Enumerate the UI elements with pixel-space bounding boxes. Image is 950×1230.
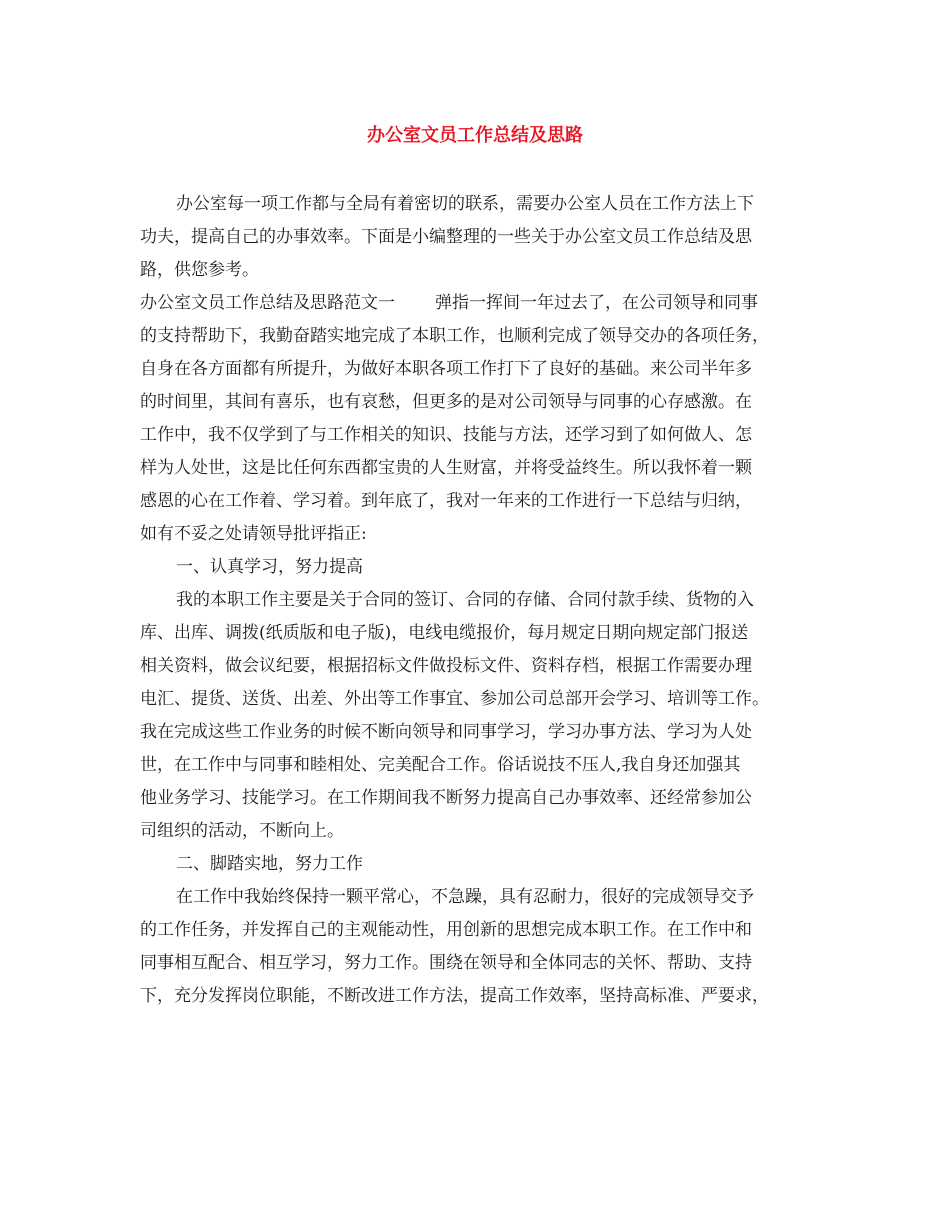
paragraph-line: 办公室每一项工作都与全局有着密切的联系，需要办公室人员在工作方法上下 — [176, 194, 754, 214]
paragraph-line: 感恩的心在工作着、学习着。到年底了，我对一年来的工作进行一下总结与归纳， — [140, 491, 752, 511]
paragraph-line: 路，供您参考。 — [140, 260, 259, 280]
paragraph-line: 相关资料，做会议纪要，根据招标文件做投标文件、资料存档，根据工作需要办理 — [140, 656, 752, 676]
paragraph-line: 的时间里，其间有喜乐，也有哀愁，但更多的是对公司领导与同事的心存感激。在 — [140, 392, 752, 412]
paragraph-line: 我的本职工作主要是关于合同的签订、合同的存储、合同付款手续、货物的入 — [176, 590, 754, 610]
paragraph-line: 库、出库、调拨(纸质版和电子版)，电线电缆报价，每月规定日期向规定部门报送 — [140, 623, 749, 643]
paragraph-text: 弹指一挥间一年过去了，在公司领导和同事 — [435, 293, 758, 313]
section-heading-sample-one: 办公室文员工作总结及思路范文一 — [140, 293, 395, 313]
paragraph-line: 的支持帮助下，我勤奋踏实地完成了本职工作，也顺利完成了领导交办的各项任务， — [140, 326, 769, 346]
paragraph-line: 同事相互配合、相互学习，努力工作。围绕在领导和全体同志的关怀、帮助、支持 — [140, 953, 752, 973]
paragraph-line: 他业务学习、技能学习。在工作期间我不断努力提高自己办事效率、还经常参加公 — [140, 788, 752, 808]
paragraph-line: 功夫，提高自己的办事效率。下面是小编整理的一些关于办公室文员工作总结及思 — [140, 227, 752, 247]
paragraph-line: 样为人处世，这是比任何东西都宝贵的人生财富，并将受益终生。所以我怀着一颗 — [140, 458, 752, 478]
paragraph-line: 的工作任务，并发挥自己的主观能动性，用创新的思想完成本职工作。在工作中和 — [140, 920, 752, 940]
paragraph-line: 电汇、提货、送货、出差、外出等工作事宜、参加公司总部开会学习、培训等工作。 — [140, 689, 769, 709]
paragraph-line: 司组织的活动，不断向上。 — [140, 821, 344, 841]
section-heading: 一、认真学习，努力提高 — [176, 557, 363, 577]
section-heading: 二、脚踏实地，努力工作 — [176, 854, 363, 874]
document-title: 办公室文员工作总结及思路 — [367, 125, 583, 146]
paragraph-line: 我在完成这些工作业务的时候不断向领导和同事学习，学习办事方法、学习为人处 — [140, 722, 752, 742]
paragraph-line — [140, 287, 812, 320]
paragraph-line: 下，充分发挥岗位职能，不断改进工作方法，提高工作效率，坚持高标准、严要求， — [140, 986, 769, 1006]
paragraph-line: 如有不妥之处请领导批评指正: — [140, 524, 367, 544]
paragraph-line: 工作中，我不仅学到了与工作相关的知识、技能与方法，还学习到了如何做人、怎 — [140, 425, 752, 445]
paragraph-line: 在工作中我始终保持一颗平常心，不急躁，具有忍耐力，很好的完成领导交予 — [176, 887, 754, 907]
document-body — [140, 188, 812, 1013]
paragraph-line: 自身在各方面都有所提升，为做好本职各项工作打下了良好的基础。来公司半年多 — [140, 359, 752, 379]
paragraph-line: 世，在工作中与同事和睦相处、完美配合工作。俗话说技不压人,我自身还加强其 — [140, 755, 741, 775]
